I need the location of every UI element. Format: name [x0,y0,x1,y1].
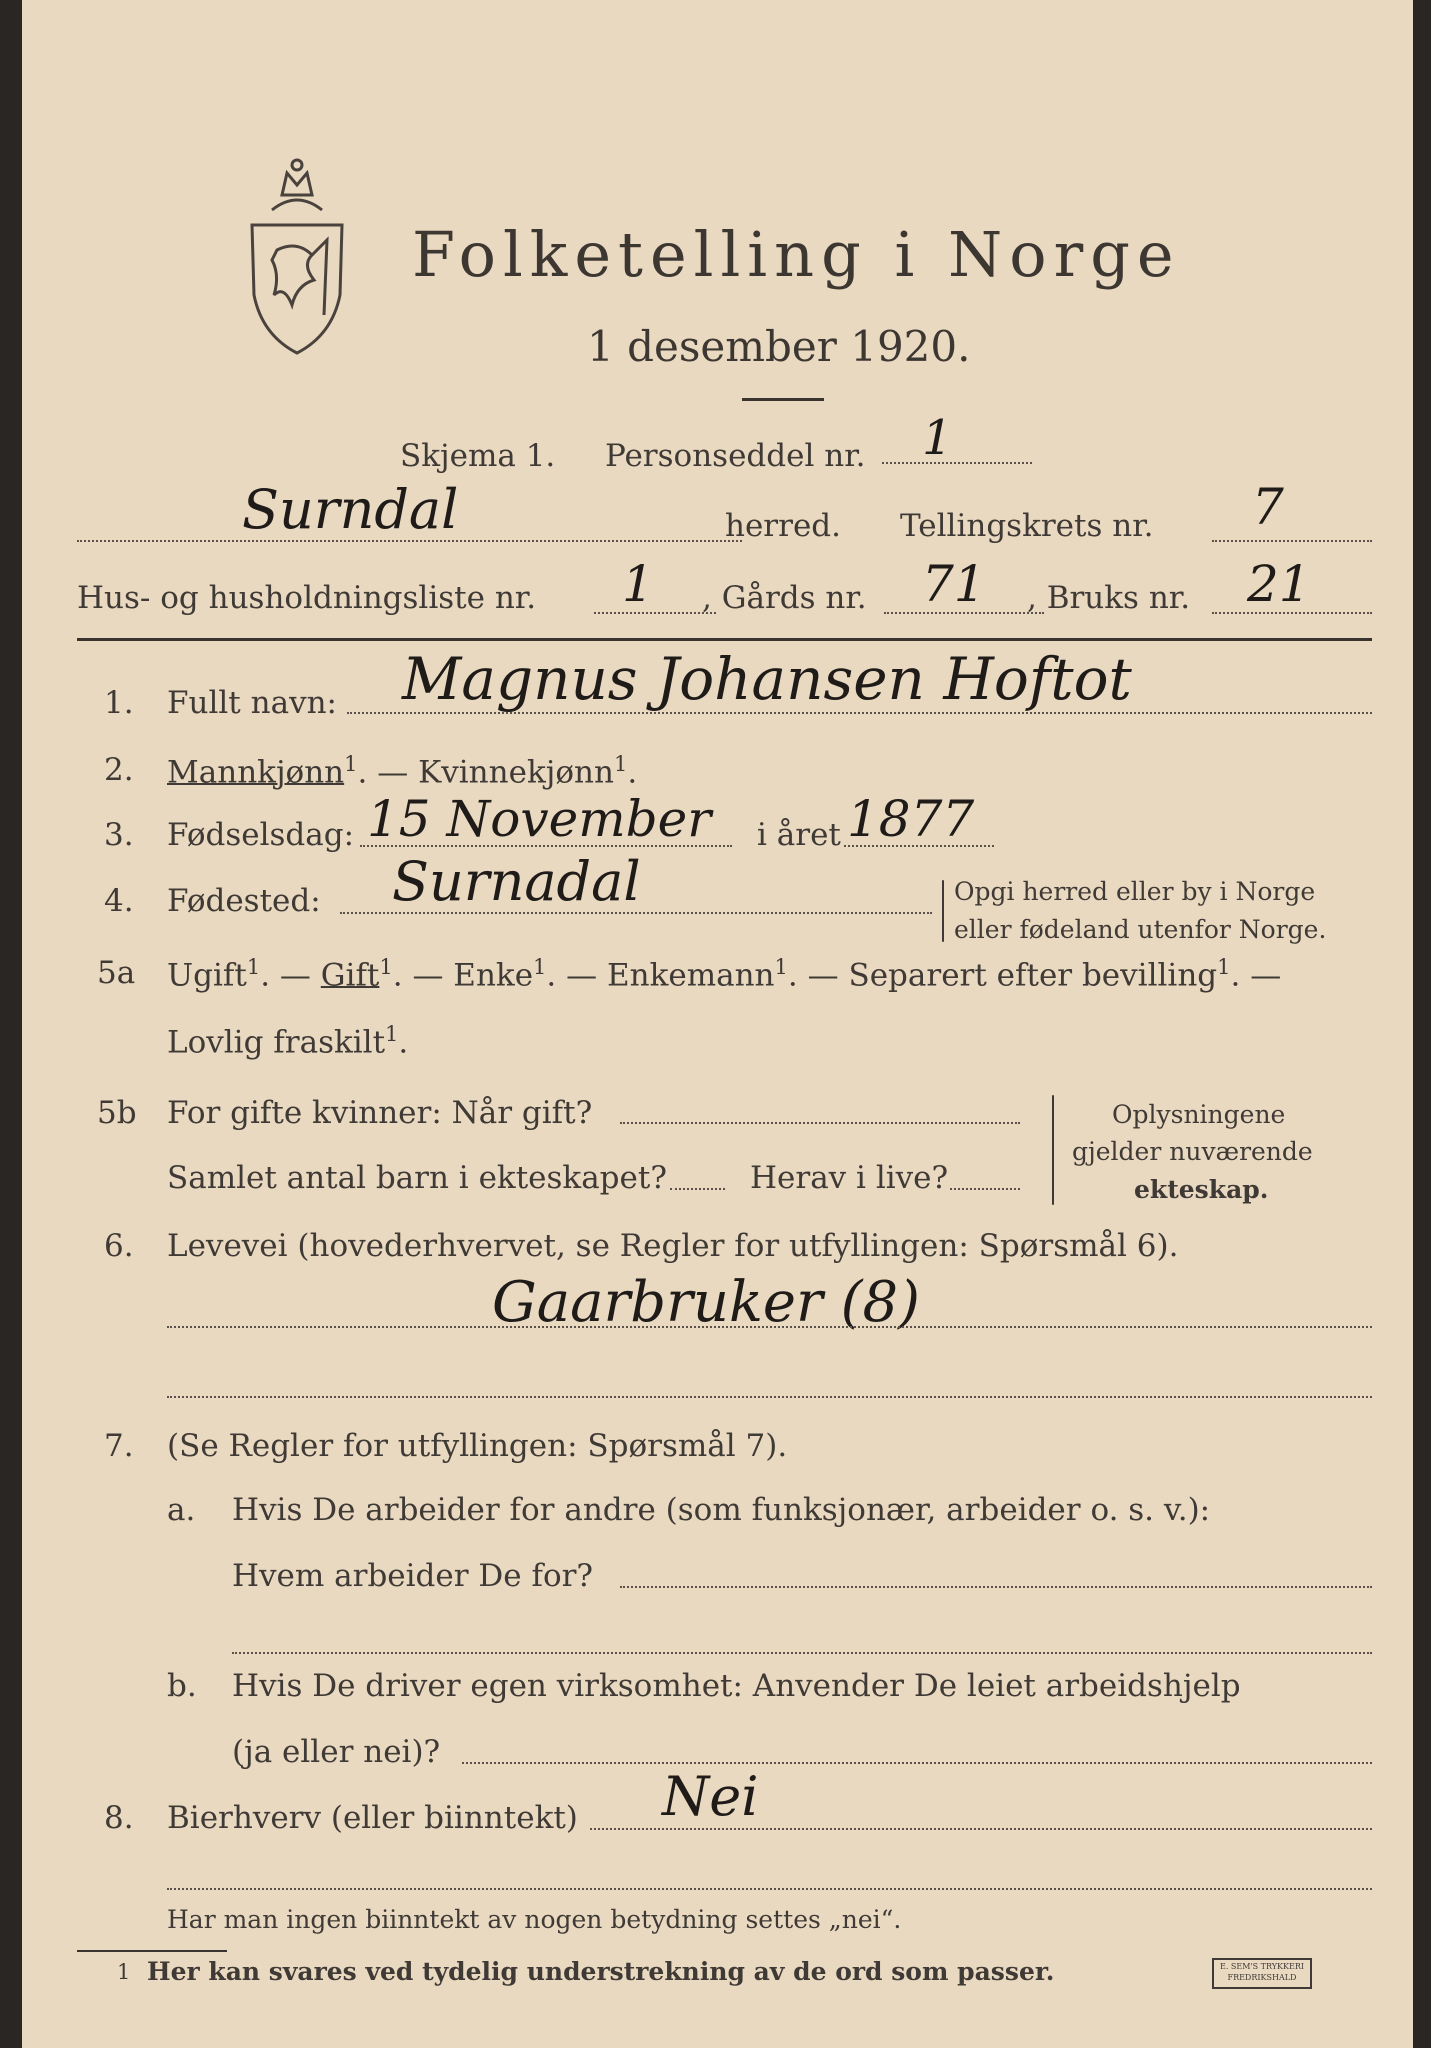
printer-stamp: E. SEM'S TRYKKERI FREDRIKSHALD [1212,1958,1312,1989]
footnote-text: Her kan svares ved tydelig understrekning av de ord som passer. [147,1957,1055,1986]
status-widow[interactable]: . — Enke [392,957,534,994]
census-date: 1 desember 1920. [587,322,971,371]
full-name-value[interactable]: Magnus Johansen Hoftot [402,645,1132,713]
hus-label: Hus- og husholdningsliste nr. [77,580,537,616]
side-income-line2 [167,1888,1372,1890]
census-form [22,0,1413,2048]
status-widower[interactable]: . — Enkemann [546,957,775,994]
no-income-note: Har man ingen biinntekt av nogen betydning settes „nei“. [167,1905,902,1934]
q1-number: 1. [104,685,134,721]
tellingskrets-line [1212,540,1372,542]
coat-of-arms-icon [242,155,352,360]
q5b-brace [1052,1095,1054,1205]
tellingskrets-label: Tellingskrets nr. [900,508,1154,544]
status-unmarried[interactable]: Ugift [167,957,247,994]
q4-note-line1: Opgi herred eller by i Norge [954,877,1316,906]
hus-line [594,612,716,614]
title-divider [742,398,824,401]
occupation-line1 [167,1326,1372,1328]
form-title: Folketelling i Norge [412,218,1181,291]
side-income-value[interactable]: Nei [662,1765,759,1828]
employer-line1 [620,1586,1372,1588]
birthday-value[interactable]: 15 November [367,790,712,848]
status-divorced-line: Lovlig fraskilt$^1$. [167,1022,409,1061]
q3-label: Fødselsdag: [167,817,355,853]
q7b-number: b. [167,1668,197,1704]
marital-status-line: Ugift$^1$. — Gift$^1$. — Enke$^1$. — Enkemann$^1$. — Separert efter bevilling$^1$. — [167,955,1282,994]
personseddel-line [882,462,1032,464]
gender-male-option[interactable]: Mannkjønn [167,754,345,791]
side-income-line [590,1828,1372,1830]
status-divorced[interactable]: Lovlig fraskilt [167,1024,386,1061]
birthplace-value[interactable]: Surnadal [392,850,641,913]
hired-help-line [462,1762,1372,1764]
q7a-number: a. [167,1492,196,1528]
children-line [670,1188,725,1190]
personseddel-label: Personseddel nr. [605,438,866,474]
q2-number: 2. [104,752,134,788]
q5b-note-line2: gjelder nuværende [1072,1137,1313,1166]
bruks-label: , Bruks nr. [1027,580,1191,616]
q7a-label: Hvis De arbeider for andre (som funksjonær, arbeider o. s. v.): [232,1492,1211,1528]
q4-brace [942,880,944,942]
q7a-label2: Hvem arbeider De for? [232,1558,594,1594]
footnote-rule [77,1950,227,1952]
status-separated[interactable]: . — Separert efter bevilling [787,957,1218,994]
q7b-label2: (ja eller nei)? [232,1734,441,1770]
birth-year-value[interactable]: 1877 [847,790,975,848]
hus-value[interactable]: 1 [622,555,654,613]
q7-label: (Se Regler for utfyllingen: Spørsmål 7). [167,1428,788,1464]
q4-label: Fødested: [167,883,321,919]
q8-number: 8. [104,1800,134,1836]
q5b-number: 5b [97,1095,137,1131]
q5b-note-line3: ekteskap. [1134,1175,1269,1204]
tellingskrets-value[interactable]: 7 [1252,478,1284,536]
year-label: i året [757,817,841,853]
when-married-line [620,1122,1020,1124]
q6-number: 6. [104,1228,134,1264]
q4-note-line2: eller fødeland utenfor Norge. [954,915,1327,944]
q5b-children-label: Samlet antal barn i ekteskapet? [167,1160,667,1196]
herred-value[interactable]: Surndal [242,478,459,541]
header-divider [77,638,1372,641]
q5b-when-married-label: For gifte kvinner: Når gift? [167,1095,593,1131]
q7b-label: Hvis De driver egen virksomhet: Anvender De leiet arbeidshjelp [232,1668,1241,1704]
footnote-number: 1 [117,1960,131,1984]
gards-label: , Gårds nr. [702,580,867,616]
herred-label: herred. [725,508,841,544]
q5b-note-line1: Oplysningene [1112,1100,1286,1129]
q5b-alive-label: Herav i live? [750,1160,949,1196]
q1-label: Fullt navn: [167,685,337,721]
q3-number: 3. [104,817,134,853]
q4-number: 4. [104,883,134,919]
gender-female-option[interactable]: Kvinnekjønn [418,754,614,791]
skjema-label: Skjema 1. [400,438,556,474]
q7-number: 7. [104,1428,134,1464]
employer-line2 [232,1652,1372,1654]
gards-value[interactable]: 71 [922,555,986,613]
occupation-line2 [167,1396,1372,1398]
q6-label: Levevei (hovederhvervet, se Regler for utfyllingen: Spørsmål 6). [167,1228,1179,1264]
q8-label: Bierhverv (eller biinntekt) [167,1800,578,1836]
q5a-number: 5a [97,955,136,991]
alive-line [950,1188,1020,1190]
personseddel-value[interactable]: 1 [922,410,953,466]
status-married[interactable]: Gift [320,957,380,994]
bruks-value[interactable]: 21 [1247,555,1311,613]
occupation-value[interactable]: Gaarbruker (8) [492,1270,920,1335]
gender-line: Mannkjønn$^1$. — Kvinnekjønn$^1$. [167,752,638,791]
